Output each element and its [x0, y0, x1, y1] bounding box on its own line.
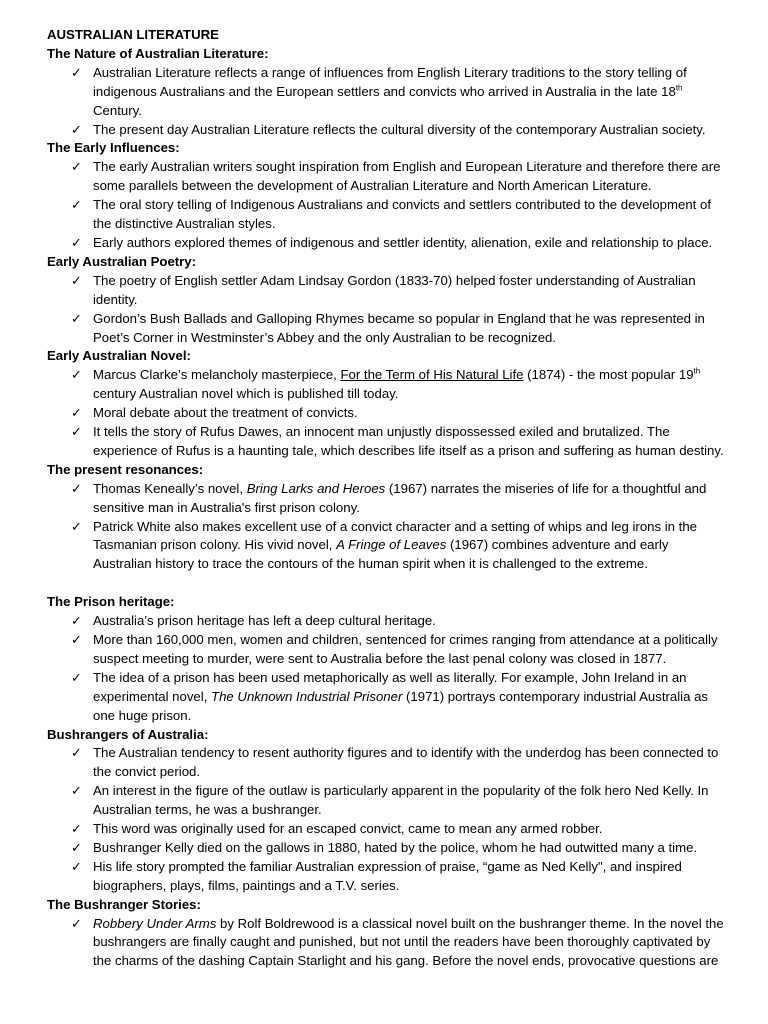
text-run: Gordon’s Bush Ballads and Galloping Rhymes became so popular in England that he was represented in Poet’s Corner in Westminster’s Abbey and the only Australian to be recognized.: [93, 310, 705, 345]
list-item: [47, 404, 728, 423]
list-item: [47, 366, 728, 404]
superscript: th: [693, 366, 701, 376]
text-run: by Rolf Boldrewood is a classical novel built on the bushranger theme. In the novel the bushrangers are finally caught and punished, but not until the readers have been thoroughly captivated by the charms of the dashing Captain Starlight and his gang. Before the novel ends, provocative questions are: [93, 915, 724, 969]
text-run: Moral debate about the treatment of convicts.: [93, 405, 358, 421]
book-title: Bring Larks and Heroes: [246, 480, 386, 496]
text-run: century Australian novel which is published till today.: [93, 386, 399, 402]
list-item: [47, 612, 728, 631]
bullet-list: [47, 272, 728, 348]
text-run: Thomas Keneally’s novel,: [93, 480, 247, 496]
checkmark-icon: ✓: [71, 424, 82, 440]
checkmark-icon: ✓: [71, 669, 82, 685]
text-run: The oral story telling of Indigenous Australians and convicts and settlers contributed to the development of the distinctive Australian styles.: [93, 197, 711, 232]
checkmark-icon: ✓: [71, 839, 82, 855]
section-heading: Bushrangers of Australia:: [47, 726, 209, 742]
list-item: [47, 669, 728, 726]
list-item: [47, 272, 728, 310]
text-run: Patrick White also makes excellent use of a convict character and a setting of whips and leg irons in the Tasmanian prison colony. His vivid novel,: [93, 518, 698, 553]
text-run: Early authors explored themes of indigenous and settler identity, alienation, exile and relationship to place.: [93, 234, 713, 250]
text-run: (1967) narrates the miseries of life for a thoughtful and sensitive man in Australia's first prison colony.: [93, 480, 707, 515]
list-item: [47, 858, 728, 896]
section-heading: The Nature of Australian Literature:: [47, 45, 269, 61]
section-heading: Early Australian Poetry:: [47, 253, 197, 269]
text-run: Century.: [93, 102, 142, 118]
checkmark-icon: ✓: [71, 64, 82, 80]
checkmark-icon: ✓: [71, 821, 82, 837]
text-run: Australia’s prison heritage has left a deep cultural heritage.: [93, 613, 436, 629]
text-run: (1967) combines adventure and early Australian history to trace the contours of the human spirit when it is challenged to the extreme.: [93, 537, 669, 572]
bullet-list: [47, 480, 728, 575]
text-run: The present day Australian Literature reflects the cultural diversity of the contemporary Australian society.: [93, 121, 706, 137]
text-run: The idea of a prison has been used metaphorically as well as literally. For example, John Ireland in an experimental novel,: [93, 669, 687, 704]
book-title: Robbery Under Arms: [93, 915, 217, 931]
bullet-list: [47, 744, 728, 895]
text-run: Bushranger Kelly died on the gallows in 1880, hated by the police, whom he had outwitted many a time.: [93, 839, 698, 855]
text-run: His life story prompted the familiar Australian expression of praise, “game as Ned Kelly", and inspired biographers, plays, films, paintings and a T.V. series.: [93, 858, 682, 893]
list-item: [47, 423, 728, 461]
section-heading: The Prison heritage:: [47, 594, 175, 610]
blank-line: [47, 574, 728, 593]
text-run: More than 160,000 men, women and children, sentenced for crimes ranging from attendance at a politically suspect meeting to murder, were sent to Australia before the last penal colony was closed in 1877.: [93, 631, 718, 666]
checkmark-icon: ✓: [71, 858, 82, 874]
text-run: An interest in the figure of the outlaw is particularly apparent in the popularity of the folk hero Ned Kelly. In Australian terms, he was a bushranger.: [93, 783, 709, 818]
checkmark-icon: ✓: [71, 121, 82, 137]
text-run: (1971) portrays contemporary industrial Australia as one huge prison.: [93, 688, 708, 723]
section-heading: The present resonances:: [47, 461, 204, 477]
checkmark-icon: ✓: [71, 234, 82, 250]
list-item: [47, 518, 728, 575]
text-run: Marcus Clarke’s melancholy masterpiece,: [93, 367, 341, 383]
checkmark-icon: ✓: [71, 915, 82, 931]
bullet-list: [47, 158, 728, 253]
list-item: [47, 480, 728, 518]
list-item: [47, 196, 728, 234]
bullet-list: [47, 64, 728, 140]
list-item: [47, 915, 728, 972]
checkmark-icon: ✓: [71, 310, 82, 326]
text-run: (1874) - the most popular 19: [523, 367, 694, 383]
checkmark-icon: ✓: [71, 480, 82, 496]
checkmark-icon: ✓: [71, 631, 82, 647]
underlined-title: For the Term of His Natural Life: [340, 367, 524, 383]
checkmark-icon: ✓: [71, 613, 82, 629]
checkmark-icon: ✓: [71, 745, 82, 761]
checkmark-icon: ✓: [71, 783, 82, 799]
bullet-list: [47, 612, 728, 725]
text-run: The poetry of English settler Adam Lindsay Gordon (1833-70) helped foster understanding of Australian identity.: [93, 272, 696, 307]
list-item: [47, 631, 728, 669]
checkmark-icon: ✓: [71, 367, 82, 383]
list-item: [47, 310, 728, 348]
section-heading: The Bushranger Stories:: [47, 896, 201, 912]
list-item: [47, 234, 728, 253]
bullet-list: [47, 915, 728, 972]
section-heading: The Early Influences:: [47, 140, 180, 156]
checkmark-icon: ✓: [71, 159, 82, 175]
text-run: The Australian tendency to resent authority figures and to identify with the underdog has been connected to the convict period.: [93, 745, 719, 780]
list-item: [47, 820, 728, 839]
text-run: It tells the story of Rufus Dawes, an innocent man unjustly dispossessed exiled and brutalized. The experience of Rufus is a haunting tale, which describes life itself as a prison and suffering as human destiny.: [93, 424, 724, 458]
checkmark-icon: ✓: [71, 518, 82, 534]
list-item: [47, 121, 728, 140]
list-item: [47, 839, 728, 858]
list-item: [47, 64, 728, 121]
document-body: [47, 45, 728, 971]
superscript: th: [675, 83, 683, 93]
list-item: [47, 744, 728, 782]
text-run: Australian Literature reflects a range of influences from English Literary traditions to the story telling of indigenous Australians and the European settlers and convicts who arrived in Australia in the late 18: [93, 64, 687, 99]
list-item: [47, 782, 728, 820]
checkmark-icon: ✓: [71, 197, 82, 213]
bullet-list: [47, 366, 728, 461]
text-run: The early Australian writers sought inspiration from English and European Literature and therefore there are some parallels between the development of Australian Literature and North American Literature.: [93, 159, 721, 194]
book-title: A Fringe of Leaves: [336, 537, 447, 553]
text-run: This word was originally used for an escaped convict, came to mean any armed robber.: [93, 821, 603, 837]
checkmark-icon: ✓: [71, 272, 82, 288]
section-heading: Early Australian Novel:: [47, 348, 191, 364]
checkmark-icon: ✓: [71, 405, 82, 421]
list-item: [47, 158, 728, 196]
document-title: AUSTRALIAN LITERATURE: [47, 27, 219, 42]
book-title: The Unknown Industrial Prisoner: [211, 688, 403, 704]
